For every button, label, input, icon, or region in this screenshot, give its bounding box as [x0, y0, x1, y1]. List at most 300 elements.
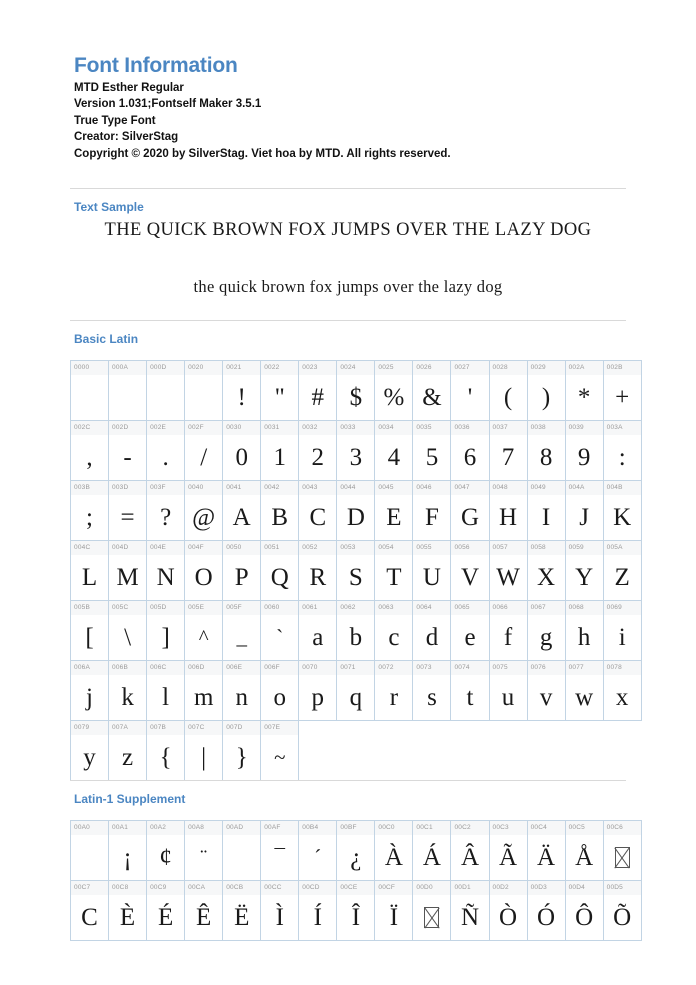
glyph-codepoint-label: 0059: [566, 541, 603, 555]
glyph-preview: ;: [86, 504, 93, 531]
glyph-cell[interactable]: [451, 481, 489, 541]
glyph-codepoint-label: 0066: [490, 601, 527, 615]
glyph-preview: 3: [349, 444, 363, 471]
glyph-cell-inner: [299, 541, 336, 600]
glyph-cell[interactable]: [109, 881, 147, 941]
glyph-cell[interactable]: [109, 541, 147, 601]
glyph-codepoint-label: 0021: [223, 361, 260, 375]
glyph-cell[interactable]: [109, 601, 147, 661]
glyph-cell[interactable]: [185, 881, 223, 941]
glyph-cell-inner: [261, 361, 298, 420]
glyph-cell-inner: [299, 881, 336, 940]
glyph-preview: e: [464, 624, 476, 651]
glyph-table-basic-latin: [70, 360, 642, 781]
glyph-cell-inner: [490, 541, 527, 600]
glyph-preview: $: [349, 384, 363, 411]
glyph-cell-inner: [375, 661, 412, 720]
glyph-cell[interactable]: [71, 481, 109, 541]
glyph-preview: [109, 375, 146, 420]
glyph-cell[interactable]: [109, 721, 147, 781]
glyph-cell[interactable]: [451, 541, 489, 601]
glyph-cell-inner: [299, 601, 336, 660]
glyph-cell[interactable]: [375, 481, 413, 541]
glyph-cell[interactable]: [527, 881, 565, 941]
glyph-preview: S: [348, 564, 363, 591]
glyph-cell[interactable]: [451, 661, 489, 721]
glyph-cell[interactable]: [71, 421, 109, 481]
section-heading-basic-latin: Basic Latin: [74, 332, 139, 346]
glyph-cell[interactable]: [337, 421, 375, 481]
glyph-preview: [185, 375, 222, 420]
glyph-codepoint-label: 002B: [604, 361, 641, 375]
glyph-cell-empty: [413, 721, 451, 781]
glyph-cell-inner: [109, 361, 146, 420]
glyph-cell-inner: [604, 661, 641, 720]
glyph-preview: [71, 835, 108, 880]
glyph-cell[interactable]: [603, 361, 641, 421]
glyph-cell[interactable]: [489, 821, 527, 881]
glyph-cell-inner: [528, 421, 565, 480]
glyph-cell[interactable]: [489, 421, 527, 481]
glyph-cell[interactable]: [375, 421, 413, 481]
glyph-codepoint-label: 00D1: [451, 881, 488, 895]
glyph-cell-inner: [71, 821, 108, 880]
glyph-preview: Y: [575, 564, 594, 591]
glyph-cell-inner: [375, 881, 412, 940]
glyph-cell-inner: [147, 421, 184, 480]
glyph-cell[interactable]: [527, 541, 565, 601]
glyph-cell[interactable]: [489, 541, 527, 601]
glyph-cell-inner: [223, 881, 260, 940]
glyph-codepoint-label: 004A: [566, 481, 603, 495]
glyph-cell[interactable]: [413, 361, 451, 421]
glyph-codepoint-label: 004E: [147, 541, 184, 555]
glyph-cell[interactable]: [413, 541, 451, 601]
glyph-cell[interactable]: [71, 881, 109, 941]
glyph-preview: L: [81, 564, 98, 591]
glyph-cell[interactable]: [375, 601, 413, 661]
glyph-cell-inner: [71, 481, 108, 540]
glyph-cell[interactable]: [223, 661, 261, 721]
glyph-preview: Z: [614, 564, 630, 591]
glyph-cell[interactable]: [261, 881, 299, 941]
glyph-cell[interactable]: [603, 481, 641, 541]
glyph-cell[interactable]: [527, 601, 565, 661]
glyph-codepoint-label: 00C9: [147, 881, 184, 895]
glyph-cell[interactable]: [337, 821, 375, 881]
glyph-cell-inner: [261, 421, 298, 480]
glyph-codepoint-label: 0024: [337, 361, 374, 375]
glyph-cell[interactable]: [375, 881, 413, 941]
glyph-cell-inner: [490, 361, 527, 420]
glyph-cell[interactable]: [451, 421, 489, 481]
glyph-preview: p: [311, 684, 325, 711]
glyph-preview: +: [615, 384, 630, 411]
glyph-cell-inner: [261, 541, 298, 600]
glyph-cell[interactable]: [147, 721, 185, 781]
glyph-cell[interactable]: [185, 661, 223, 721]
section-divider-basic-latin: [70, 320, 626, 321]
glyph-codepoint-label: 0076: [528, 661, 565, 675]
glyph-cell-empty: [451, 721, 489, 781]
glyph-cell-inner: [337, 821, 374, 880]
glyph-cell-inner: [299, 361, 336, 420]
glyph-cell[interactable]: [147, 481, 185, 541]
glyph-cell[interactable]: [109, 661, 147, 721]
glyph-codepoint-label: 0075: [490, 661, 527, 675]
glyph-preview: ": [274, 384, 285, 411]
glyph-codepoint-label: 006C: [147, 661, 184, 675]
glyph-cell-inner: [337, 661, 374, 720]
glyph-cell[interactable]: [261, 481, 299, 541]
glyph-cell-empty: [337, 721, 375, 781]
glyph-cell[interactable]: [337, 361, 375, 421]
glyph-cell[interactable]: [603, 601, 641, 661]
glyph-preview: V: [460, 564, 480, 591]
glyph-codepoint-label: 0050: [223, 541, 260, 555]
section-divider-text-sample: [70, 188, 626, 189]
glyph-cell[interactable]: [565, 881, 603, 941]
glyph-cell-inner: [375, 481, 412, 540]
glyph-cell[interactable]: [261, 541, 299, 601]
glyph-preview: ,: [86, 444, 93, 471]
glyph-cell[interactable]: [299, 481, 337, 541]
glyph-preview: ´: [314, 845, 322, 869]
glyph-preview: K: [613, 504, 632, 531]
glyph-codepoint-label: 00CE: [337, 881, 374, 895]
glyph-cell[interactable]: [223, 421, 261, 481]
glyph-preview: C: [309, 504, 327, 531]
glyph-cell-inner: [185, 661, 222, 720]
glyph-cell[interactable]: [527, 361, 565, 421]
glyph-cell[interactable]: [185, 601, 223, 661]
glyph-cell-inner: [451, 601, 488, 660]
glyph-cell-inner: [223, 421, 260, 480]
glyph-cell-inner: [223, 541, 260, 600]
glyph-codepoint-label: 0049: [528, 481, 565, 495]
glyph-codepoint-label: 00D0: [413, 881, 450, 895]
glyph-cell-inner: [185, 541, 222, 600]
glyph-preview: À: [384, 844, 403, 871]
font-format-line: True Type Font: [74, 114, 156, 127]
glyph-codepoint-label: 00D5: [604, 881, 641, 895]
glyph-cell[interactable]: [71, 721, 109, 781]
glyph-codepoint-label: 0040: [185, 481, 222, 495]
glyph-cell[interactable]: [109, 821, 147, 881]
glyph-cell-inner: [528, 481, 565, 540]
glyph-row: [71, 881, 642, 941]
glyph-cell-inner: [223, 361, 260, 420]
glyph-codepoint-label: 0062: [337, 601, 374, 615]
glyph-cell[interactable]: [71, 821, 109, 881]
glyph-preview: ¢: [159, 844, 172, 871]
glyph-cell[interactable]: [413, 821, 451, 881]
glyph-cell[interactable]: [223, 601, 261, 661]
glyph-cell-inner: [566, 661, 603, 720]
missing-glyph-icon: [615, 847, 630, 868]
glyph-cell[interactable]: [109, 421, 147, 481]
glyph-row: [71, 421, 642, 481]
glyph-cell[interactable]: [565, 421, 603, 481]
glyph-cell[interactable]: [147, 361, 185, 421]
glyph-cell[interactable]: [375, 661, 413, 721]
glyph-cell[interactable]: [223, 361, 261, 421]
glyph-codepoint-label: 0029: [528, 361, 565, 375]
glyph-cell[interactable]: [451, 361, 489, 421]
font-information-block: [74, 54, 626, 162]
glyph-cell[interactable]: [527, 661, 565, 721]
glyph-codepoint-label: 00C8: [109, 881, 146, 895]
glyph-cell-inner: [71, 881, 108, 940]
glyph-cell[interactable]: [299, 421, 337, 481]
glyph-codepoint-label: 0064: [413, 601, 450, 615]
glyph-cell[interactable]: [527, 421, 565, 481]
glyph-cell[interactable]: [71, 541, 109, 601]
glyph-preview: [: [85, 624, 94, 651]
glyph-cell-inner: [604, 821, 641, 880]
glyph-cell[interactable]: [223, 721, 261, 781]
glyph-preview: Ò: [499, 904, 518, 931]
glyph-cell-inner: [451, 541, 488, 600]
glyph-preview: 2: [311, 444, 325, 471]
glyph-preview: a: [312, 624, 324, 651]
glyph-codepoint-label: 007D: [223, 721, 260, 735]
glyph-cell[interactable]: [489, 481, 527, 541]
glyph-cell[interactable]: [565, 821, 603, 881]
glyph-cell[interactable]: [413, 481, 451, 541]
glyph-cell[interactable]: [299, 361, 337, 421]
glyph-cell-inner: [223, 821, 260, 880]
glyph-preview: C: [81, 904, 98, 931]
glyph-cell[interactable]: [299, 881, 337, 941]
glyph-codepoint-label: 0028: [490, 361, 527, 375]
glyph-preview: f: [503, 624, 513, 651]
glyph-codepoint-label: 00C3: [490, 821, 527, 835]
glyph-cell[interactable]: [603, 821, 641, 881]
glyph-cell[interactable]: [375, 541, 413, 601]
glyph-cell-empty: [527, 721, 565, 781]
glyph-preview: P: [234, 564, 249, 591]
glyph-preview: k: [121, 684, 134, 711]
glyph-codepoint-label: 0063: [375, 601, 412, 615]
glyph-codepoint-label: 0044: [337, 481, 374, 495]
glyph-cell[interactable]: [527, 821, 565, 881]
glyph-cell[interactable]: [261, 421, 299, 481]
glyph-cell-inner: [451, 881, 488, 940]
glyph-codepoint-label: 005F: [223, 601, 260, 615]
glyph-cell[interactable]: [223, 481, 261, 541]
glyph-cell[interactable]: [109, 361, 147, 421]
glyph-cell-inner: [299, 661, 336, 720]
glyph-cell[interactable]: [185, 821, 223, 881]
glyph-cell[interactable]: [299, 821, 337, 881]
glyph-cell[interactable]: [261, 821, 299, 881]
glyph-cell[interactable]: [527, 481, 565, 541]
glyph-cell[interactable]: [489, 881, 527, 941]
glyph-cell[interactable]: [261, 361, 299, 421]
glyph-preview: [223, 835, 260, 880]
glyph-codepoint-label: 0056: [451, 541, 488, 555]
glyph-preview: }: [235, 744, 248, 771]
glyph-cell[interactable]: [413, 881, 451, 941]
glyph-cell-inner: [528, 601, 565, 660]
glyph-cell[interactable]: [413, 601, 451, 661]
glyph-cell[interactable]: [489, 661, 527, 721]
glyph-cell-empty: [299, 721, 337, 781]
glyph-cell[interactable]: [603, 881, 641, 941]
glyph-cell-inner: [566, 601, 603, 660]
glyph-cell[interactable]: [223, 821, 261, 881]
glyph-cell[interactable]: [261, 661, 299, 721]
glyph-codepoint-label: 0039: [566, 421, 603, 435]
glyph-cell[interactable]: [489, 361, 527, 421]
glyph-cell-inner: [490, 421, 527, 480]
glyph-cell[interactable]: [451, 601, 489, 661]
glyph-row: [71, 481, 642, 541]
glyph-preview: 9: [577, 444, 591, 471]
glyph-preview: 8: [539, 444, 553, 471]
glyph-codepoint-label: 005B: [71, 601, 108, 615]
glyph-cell-inner: [337, 601, 374, 660]
glyph-preview: -: [123, 444, 132, 471]
glyph-cell[interactable]: [337, 541, 375, 601]
glyph-preview: @: [192, 504, 216, 531]
glyph-codepoint-label: 0036: [451, 421, 488, 435]
glyph-codepoint-label: 00A2: [147, 821, 184, 835]
glyph-cell[interactable]: [603, 421, 641, 481]
glyph-preview: 0: [235, 444, 248, 471]
glyph-cell[interactable]: [223, 541, 261, 601]
glyph-codepoint-label: 0031: [261, 421, 298, 435]
glyph-cell-inner: [147, 541, 184, 600]
glyph-cell-inner: [375, 821, 412, 880]
glyph-cell[interactable]: [603, 541, 641, 601]
glyph-cell[interactable]: [413, 421, 451, 481]
glyph-cell[interactable]: [337, 601, 375, 661]
glyph-preview: s: [427, 684, 437, 711]
glyph-cell[interactable]: [299, 601, 337, 661]
glyph-codepoint-label: 0071: [337, 661, 374, 675]
glyph-codepoint-label: 0020: [185, 361, 222, 375]
glyph-cell-inner: [604, 881, 641, 940]
glyph-preview: /: [200, 444, 208, 471]
section-heading-latin1-supplement: Latin-1 Supplement: [74, 792, 186, 806]
glyph-codepoint-label: 000D: [147, 361, 184, 375]
glyph-cell-inner: [147, 721, 184, 780]
glyph-cell[interactable]: [147, 881, 185, 941]
glyph-cell-inner: [261, 601, 298, 660]
glyph-preview: ¿: [350, 844, 362, 871]
glyph-cell[interactable]: [451, 821, 489, 881]
glyph-cell[interactable]: [603, 661, 641, 721]
glyph-table-latin1-supplement-body: [71, 821, 642, 941]
glyph-cell[interactable]: [565, 661, 603, 721]
glyph-cell-empty: [375, 721, 413, 781]
glyph-cell[interactable]: [185, 721, 223, 781]
glyph-cell[interactable]: [375, 821, 413, 881]
glyph-cell[interactable]: [299, 661, 337, 721]
glyph-codepoint-label: 00A8: [185, 821, 222, 835]
glyph-cell-inner: [375, 421, 412, 480]
glyph-preview: Ó: [537, 904, 556, 931]
glyph-cell[interactable]: [71, 661, 109, 721]
glyph-cell[interactable]: [337, 881, 375, 941]
glyph-cell-inner: [261, 721, 298, 780]
glyph-cell[interactable]: [565, 481, 603, 541]
missing-glyph-icon: [424, 907, 439, 928]
glyph-cell-inner: [147, 361, 184, 420]
glyph-codepoint-label: 003A: [604, 421, 641, 435]
glyph-cell[interactable]: [71, 601, 109, 661]
glyph-cell[interactable]: [223, 881, 261, 941]
glyph-preview: &: [422, 384, 442, 411]
glyph-cell[interactable]: [147, 421, 185, 481]
glyph-cell[interactable]: [565, 361, 603, 421]
glyph-codepoint-label: 00CD: [299, 881, 336, 895]
glyph-codepoint-label: 003D: [109, 481, 146, 495]
glyph-codepoint-label: 0070: [299, 661, 336, 675]
glyph-cell[interactable]: [299, 541, 337, 601]
glyph-cell[interactable]: [375, 361, 413, 421]
glyph-cell[interactable]: [147, 541, 185, 601]
glyph-cell[interactable]: [451, 881, 489, 941]
glyph-cell[interactable]: [489, 601, 527, 661]
glyph-cell-inner: [71, 421, 108, 480]
glyph-cell[interactable]: [71, 361, 109, 421]
glyph-cell[interactable]: [185, 361, 223, 421]
glyph-cell[interactable]: [413, 661, 451, 721]
glyph-cell[interactable]: [565, 601, 603, 661]
glyph-cell[interactable]: [185, 541, 223, 601]
glyph-preview: G: [460, 504, 480, 531]
glyph-preview: y: [83, 744, 96, 771]
glyph-codepoint-label: 00D3: [528, 881, 565, 895]
glyph-cell[interactable]: [147, 821, 185, 881]
glyph-cell-empty: [565, 721, 603, 781]
glyph-cell-inner: [185, 881, 222, 940]
glyph-cell[interactable]: [147, 661, 185, 721]
glyph-codepoint-label: 007B: [147, 721, 184, 735]
glyph-cell[interactable]: [185, 481, 223, 541]
font-creator-line: Creator: SilverStag: [74, 131, 179, 144]
glyph-preview: o: [273, 684, 286, 711]
glyph-preview: \: [124, 624, 132, 651]
glyph-codepoint-label: 0026: [413, 361, 450, 375]
glyph-codepoint-label: 00A1: [109, 821, 146, 835]
glyph-preview: E: [386, 504, 402, 531]
glyph-cell[interactable]: [261, 601, 299, 661]
glyph-cell[interactable]: [565, 541, 603, 601]
glyph-cell-inner: [490, 881, 527, 940]
glyph-cell-inner: [451, 821, 488, 880]
glyph-codepoint-label: 0022: [261, 361, 298, 375]
glyph-cell[interactable]: [147, 601, 185, 661]
font-copyright-line: Copyright © 2020 by SilverStag. Viet hoa by MTD. All rights reserved.: [74, 147, 451, 160]
glyph-cell-inner: [337, 881, 374, 940]
glyph-codepoint-label: 0043: [299, 481, 336, 495]
glyph-cell[interactable]: [337, 481, 375, 541]
glyph-cell-inner: [413, 421, 450, 480]
glyph-preview: ¨: [200, 845, 208, 869]
glyph-cell[interactable]: [185, 421, 223, 481]
glyph-cell[interactable]: [261, 721, 299, 781]
glyph-preview: W: [496, 564, 520, 591]
glyph-preview: ~: [274, 745, 286, 769]
glyph-cell[interactable]: [337, 661, 375, 721]
glyph-preview: c: [388, 624, 400, 651]
glyph-cell[interactable]: [109, 481, 147, 541]
glyph-codepoint-label: 007A: [109, 721, 146, 735]
